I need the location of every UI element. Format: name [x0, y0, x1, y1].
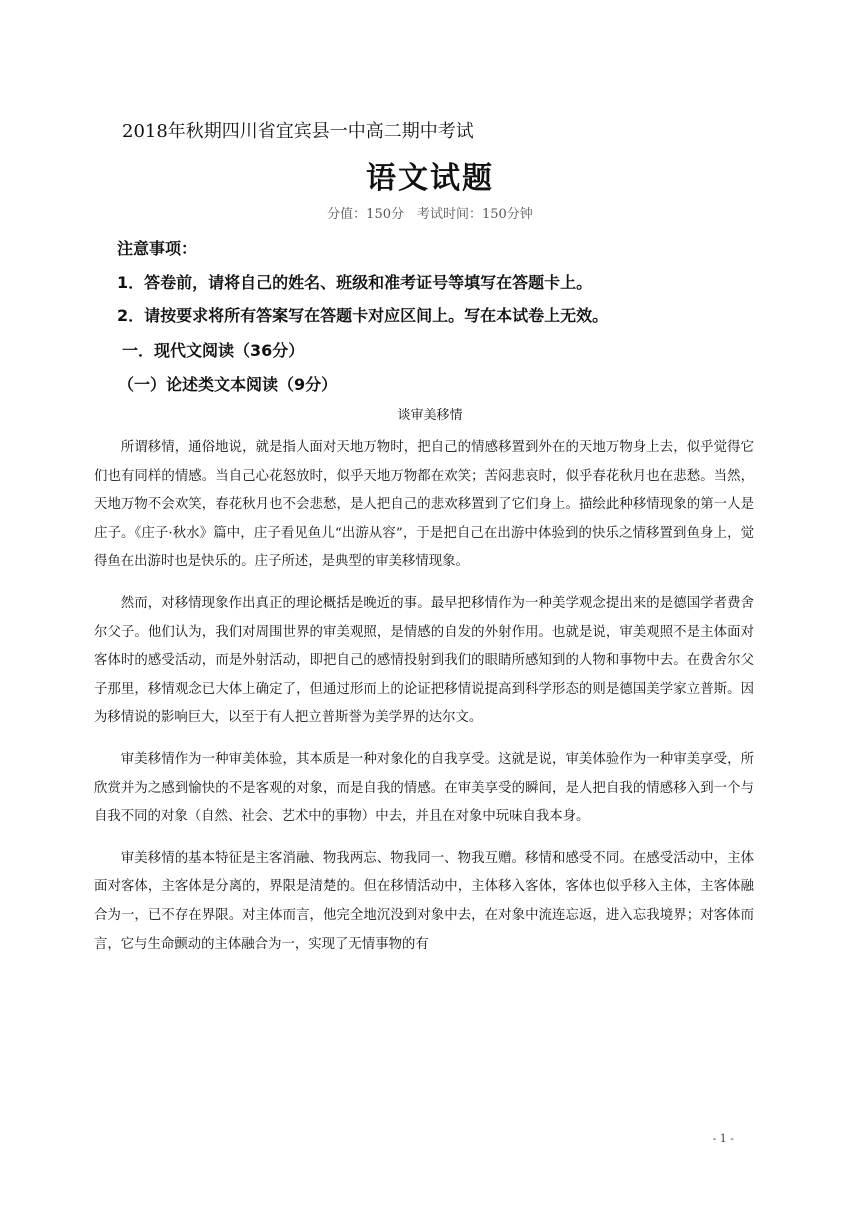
notice-item-1: 1．答卷前，请将自己的姓名、班级和准考证号等填写在答题卡上。 [117, 273, 593, 292]
exam-title: 语文试题 [366, 161, 494, 196]
article-title: 谈审美移情 [397, 408, 463, 423]
article-paragraph: 然而，对移情现象作出真正的理论概括是晚近的事。最早把移情作为一种美学观念提出来的是德国学者费舍尔父子。他们认为，我们对周围世界的审美观照，是情感的自发的外射作用。也就是说，审美观照不是主体面对客体时的感受活动，而是外射活动，即把自己的感情投射到我们的眼睛所感知到的人物和事物中去。在费舍尔父子那里，移情观念已大体上确定了，但通过形而上的论证把移情说提高到科学形态的则是德国美学家立普斯。因为移情说的影响巨大，以至于有人把立普斯誉为美学界的达尔文。 [94, 595, 754, 726]
exam-meta: 分值：150分 考试时间：150分钟 [327, 207, 533, 222]
article-paragraph: 审美移情作为一种审美体验，其本质是一种对象化的自我享受。这就是说，审美体验作为一种审美享受，所欣赏并为之感到愉快的不是客观的对象，而是自我的情感。在审美享受的瞬间，是人把自我的情感移入到一个与自我不同的对象（自然、社会、艺术中的事物）中去，并且在对象中玩味自我本身。 [94, 751, 754, 825]
notice-item-2: 2．请按要求将所有答案写在答题卡对应区间上。写在本试卷上无效。 [117, 306, 609, 325]
section-heading-part1-1: （一）论述类文本阅读（9分） [118, 375, 338, 394]
article-paragraph: 所谓移情，通俗地说，就是指人面对天地万物时，把自己的情感移置到外在的天地万物身上去，似乎觉得它们也有同样的情感。当自己心花怒放时，似乎天地万物都在欢笑；苦闷悲哀时，似乎春花秋月也在悲愁。当然，天地万物不会欢笑，春花秋月也不会悲愁，是人把自己的悲欢移置到了它们身上。描绘此种移情现象的第一人是庄子。《庄子·秋水》篇中，庄子看见鱼儿“出游从容”，于是把自己在出游中体验到的快乐之情移置到鱼身上，觉得鱼在出游时也是快乐的。庄子所述，是典型的审美移情现象。 [94, 440, 754, 570]
article-paragraph: 审美移情的基本特征是主客消融、物我两忘、物我同一、物我互赠。移情和感受不同。在感受活动中，主体面对客体，主客体是分离的，界限是清楚的。但在移情活动中，主体移入客体，客体也似乎移入主体，主客体融合为一，已不存在界限。对主体而言，他完全地沉没到对象中去，在对象中流连忘返，进入忘我境界；对客体而言，它与生命颤动的主体融合为一，实现了无情事物的有 [94, 850, 754, 952]
notice-heading: 注意事项： [117, 239, 198, 258]
section-heading-part1: 一．现代文阅读（36分） [122, 341, 305, 360]
article-body [94, 434, 754, 972]
exam-header-line: 2018年秋期四川省宜宾县一中高二期中考试 [122, 121, 474, 142]
page-number: - 1 - [712, 1132, 734, 1145]
